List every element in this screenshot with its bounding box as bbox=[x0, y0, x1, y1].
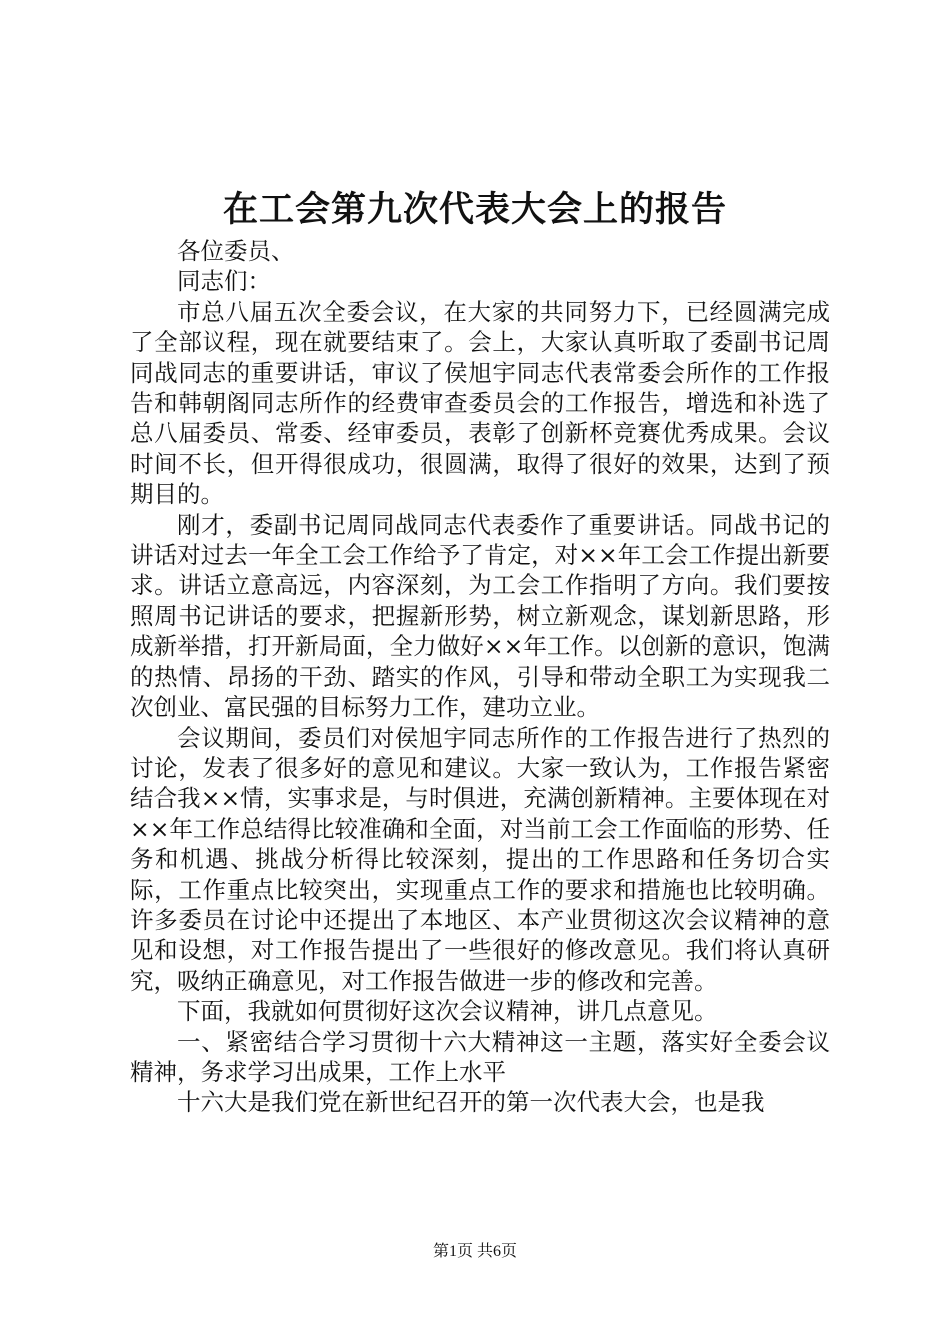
salutation-line-1: 各位委员、 bbox=[177, 237, 295, 265]
body-paragraph: 下面，我就如何贯彻好这次会议精神，讲几点意见。 bbox=[177, 997, 718, 1026]
body-paragraph: 十六大是我们党在新世纪召开的第一次代表大会，也是我 bbox=[177, 1088, 765, 1117]
document-title: 在工会第九次代表大会上的报告 bbox=[222, 189, 727, 230]
section-heading: 一、紧密结合学习贯彻十六大精神这一主题，落实好全委会议精神，务求学习出成果，工作上水平 bbox=[130, 1027, 830, 1086]
body-paragraph: 市总八届五次全委会议，在大家的共同努力下，已经圆满完成了全部议程，现在就要结束了。会上，大家认真听取了委副书记周同战同志的重要讲话，审议了侯旭宇同志代表常委会所作的工作报告和韩朝阁同志所作的经费审查委员会的工作报告，增选和补选了总八届委员、常委、经审委员，表彰了创新杯竞赛优秀成果。会议时间不长，但开得很成功，很圆满，取得了很好的效果，达到了预期目的。 bbox=[130, 297, 830, 509]
body-paragraph: 刚才，委副书记周同战同志代表委作了重要讲话。同战书记的讲话对过去一年全工会工作给予了肯定，对××年工会工作提出新要求。讲话立意高远，内容深刻，为工会工作指明了方向。我们要按照周书记讲话的要求，把握新形势，树立新观念，谋划新思路，形成新举措，打开新局面，全力做好××年工作。以创新的意识，饱满的热情、昂扬的干劲、踏实的作风，引导和带动全职工为实现我二次创业、富民强的目标努力工作，建功立业。 bbox=[130, 510, 830, 722]
page-footer: 第1页 共6页 bbox=[432, 1243, 517, 1260]
salutation-line-2: 同志们： bbox=[177, 267, 271, 296]
body-paragraph: 会议期间，委员们对侯旭宇同志所作的工作报告进行了热烈的讨论，发表了很多好的意见和建议。大家一致认为，工作报告紧密结合我××情，实事求是，与时俱进，充满创新精神。主要体现在对××年工作总结得比较准确和全面，对当前工会工作面临的形势、任务和机遇、挑战分析得比较深刻，提出的工作思路和任务切合实际，工作重点比较突出，实现重点工作的要求和措施也比较明确。许多委员在讨论中还提出了本地区、本产业贯彻这次会议精神的意见和设想，对工作报告提出了一些很好的修改意见。我们将认真研究，吸纳正确意见，对工作报告做进一步的修改和完善。 bbox=[130, 723, 830, 995]
document-body bbox=[130, 236, 830, 1118]
